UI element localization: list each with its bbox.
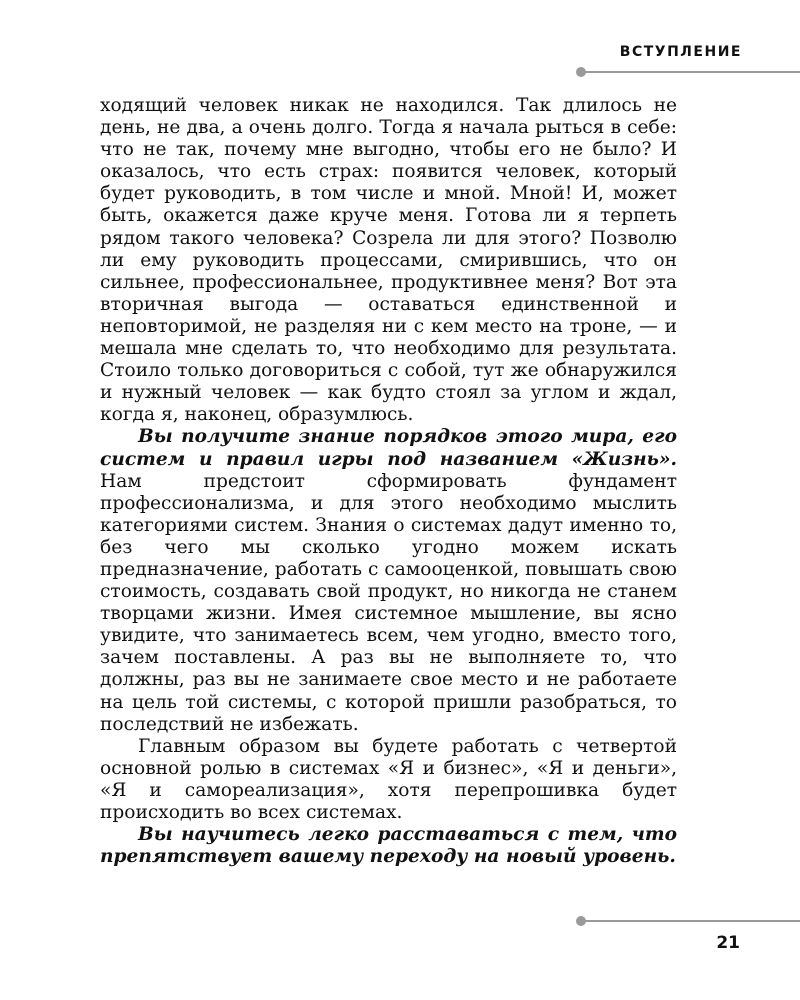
emphasis-knowledge: Вы получите знание порядков этого мира, его систем и правил игры под названием «Жизнь».	[100, 426, 677, 470]
paragraph-continuation: ходящий человек никак не находился. Так длилось не день, не два, а очень долго. Тогда я начала рыться в себе: что не так, почему мне выгодно, чтобы его не было? И оказалось, что есть страх: появится человек, который будет руководить, в том числе и мной. Мной! И, может быть, окажется даже круче меня. Готова ли я терпеть рядом такого человека? Созрела ли для этого? Позволю ли ему руководить процессами, смирившись, что он сильнее, профессиональнее, продуктивнее меня? Вот эта вторичная выгода — оставаться единственной и неповторимой, не разделяя ни с кем место на троне, — и мешала мне сделать то, что необходимо для результата. Стоило только договориться с собой, тут же обнаружился и нужный человек — как будто стоял за углом и ждал, когда я, наконец, образумлюсь.	[100, 95, 677, 426]
paragraph-systems	[100, 426, 677, 735]
header-rule	[580, 71, 800, 73]
paragraph-roles: Главным образом вы будете работать с четвертой основной ролью в системах «Я и бизнес», «Я и деньги», «Я и самореализация», хотя перепрошивка будет происходить во всех системах.	[100, 735, 677, 823]
page-number: 21	[716, 933, 740, 953]
footer-rule-dot	[576, 916, 586, 926]
paragraph-systems-text: Нам предстоит сформировать фундамент профессионализма, и для этого необходимо мыслить категориями систем. Знания о системах дадут именно то, без чего мы сколько угодно можем искать предназначение, работать с самооценкой, повышать свою стоимость, создавать свой продукт, но никогда не станем творцами жизни. Имея системное мышление, вы ясно увидите, что занимаетесь всем, чем угодно, вместо того, зачем поставлены. А раз вы не выполняете то, что должны, раз вы не занимаете свое место и не работаете на цель той системы, с которой пришли разобраться, то последствий не избежать.	[100, 470, 677, 735]
footer-rule	[580, 920, 800, 922]
body-text	[100, 95, 677, 868]
running-header: ВСТУПЛЕНИЕ	[619, 44, 742, 60]
header-rule-dot	[576, 67, 586, 77]
emphasis-new-level: Вы научитесь легко расставаться с тем, что препятствует вашему переходу на новый уровень.	[100, 824, 677, 868]
paragraph-final	[100, 824, 677, 868]
